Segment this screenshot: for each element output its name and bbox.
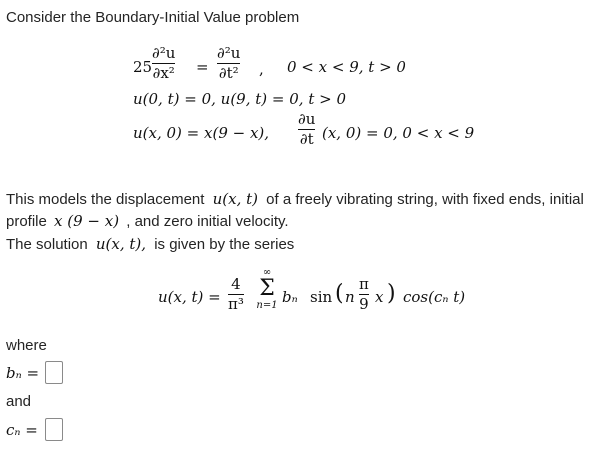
and-label: and [6, 393, 32, 410]
bn-answer-input[interactable] [45, 361, 63, 384]
series-sin: sin [310, 288, 333, 306]
pde-domain: 0 < x < 9, t > 0 [287, 58, 406, 76]
desc3-math: u(x, t), [95, 235, 147, 253]
series-arg-n: n [345, 288, 355, 306]
sum-upper-limit: ∞ [262, 267, 272, 278]
series-pi-fraction [359, 276, 369, 313]
desc1-text-b: of a freely vibrating string, with fixed ends, initial [266, 191, 584, 208]
description-line-2 [6, 212, 289, 230]
desc3-text-b: is given by the series [154, 236, 295, 253]
desc3-text-a: The solution [6, 236, 88, 253]
pi-denominator: 9 [359, 295, 369, 313]
pde-rhs-fraction [217, 45, 240, 82]
pde-comma: , [259, 60, 264, 78]
desc1-math: u(x, t) [212, 190, 258, 208]
pi-numerator: π [359, 275, 369, 293]
description-line-1 [6, 190, 584, 208]
where-label: where [6, 337, 47, 354]
series-lhs: u(x, t) = [158, 288, 221, 306]
pde-lhs-fraction [152, 45, 175, 82]
series-bn: bₙ [282, 288, 298, 306]
series-coef-denominator: π³ [228, 295, 244, 313]
series-cos: cos(cₙ t) [403, 288, 466, 306]
paren-right: ) [387, 281, 396, 306]
desc1-text-a: This models the displacement [6, 191, 205, 208]
initial-displacement: u(x, 0) = x(9 − x), [133, 124, 270, 142]
series-coef-numerator: 4 [231, 275, 241, 293]
description-line-3 [6, 235, 294, 253]
series-coefficient-fraction [228, 276, 244, 313]
summation [256, 268, 278, 312]
velocity-denominator: ∂t [299, 130, 314, 148]
initial-velocity: (x, 0) = 0, 0 < x < 9 [322, 124, 475, 142]
bn-label: bₙ = [6, 364, 40, 382]
desc2-text-a: profile [6, 213, 47, 230]
desc2-math: x (9 − x) [54, 212, 120, 230]
pde-coefficient: 25 [133, 58, 153, 76]
cn-answer-input[interactable] [45, 418, 63, 441]
pde-lhs-denominator: ∂x² [152, 64, 175, 82]
series-arg-x: x [375, 288, 384, 306]
initial-velocity-fraction [298, 111, 315, 148]
desc2-text-b: , and zero initial velocity. [126, 213, 289, 230]
pde-equals: = [196, 58, 209, 76]
paren-left: ( [335, 281, 344, 306]
velocity-numerator: ∂u [298, 110, 316, 128]
cn-label: cₙ = [6, 421, 38, 439]
boundary-conditions: u(0, t) = 0, u(9, t) = 0, t > 0 [133, 90, 346, 108]
pde-rhs-numerator: ∂²u [217, 44, 241, 62]
problem-intro: Consider the Boundary-Initial Value problem [6, 9, 300, 26]
sigma-symbol: Σ [259, 276, 275, 301]
pde-lhs-numerator: ∂²u [152, 44, 176, 62]
sum-lower-limit: n=1 [256, 300, 278, 311]
pde-rhs-denominator: ∂t² [218, 64, 239, 82]
